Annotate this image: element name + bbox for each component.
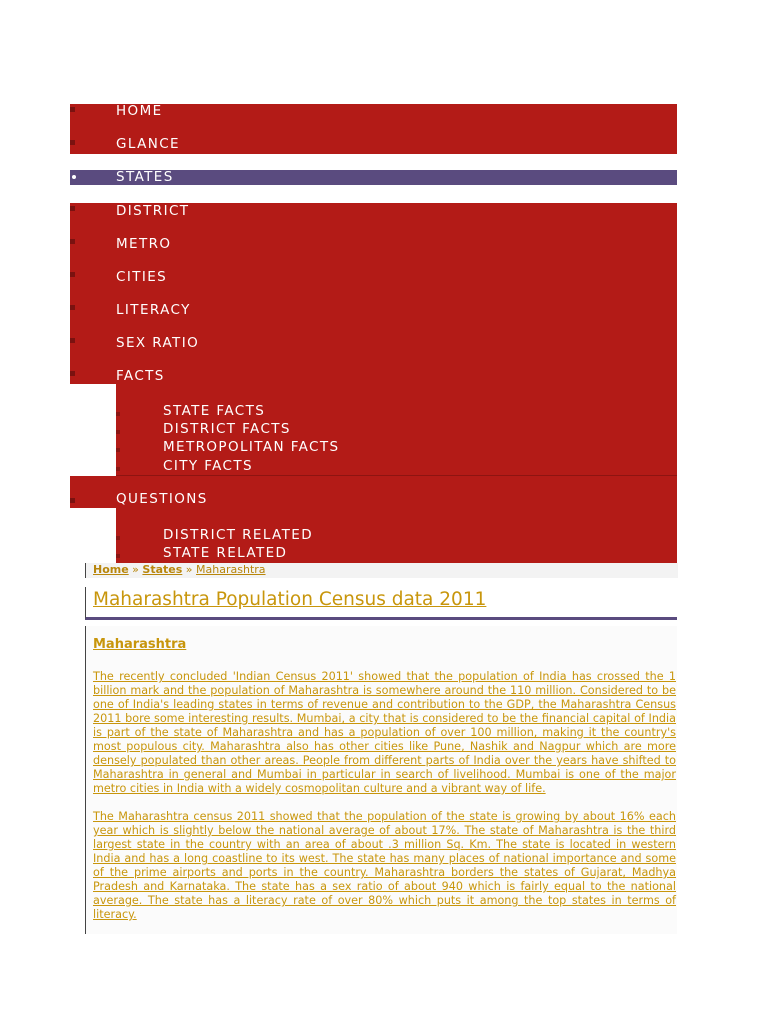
article-content: [85, 626, 677, 934]
bullet-icon: [70, 272, 75, 277]
nav-item-district[interactable]: [70, 203, 677, 236]
nav-item-states[interactable]: [70, 170, 677, 185]
nav-item-questions[interactable]: [70, 476, 677, 508]
breadcrumb-states-link[interactable]: States: [142, 563, 183, 576]
nav-link-facts[interactable]: FACTS: [116, 368, 165, 384]
nav-item-glance[interactable]: [70, 137, 677, 154]
nav-link-metro[interactable]: METRO: [116, 236, 172, 252]
submenu-item-metropolitan-facts[interactable]: METROPOLITAN FACTS: [163, 439, 340, 455]
submenu-item-city-facts[interactable]: CITY FACTS: [163, 458, 253, 474]
bullet-icon: [116, 536, 120, 540]
submenu-item-state-related[interactable]: STATE RELATED: [163, 545, 288, 561]
nav-item-home[interactable]: [70, 104, 677, 137]
breadcrumb-separator: »: [182, 563, 197, 576]
nav-link-sex-ratio[interactable]: SEX RATIO: [116, 335, 200, 351]
article-paragraph-1[interactable]: The recently concluded 'Indian Census 2011' showed that the population of India has crossed the 1 billion mark and the population of Maharashtra is somewhere around the 110 million. Considered to be one of India's leading states in terms of revenue and contribution to the GDP, the Maharashtra Census 2011 bore some interesting results. Mumbai, a city that is considered to be the financial capital of India is part of the state of Maharashtra and has a population of over 100 million, making it the country's most populous city. Maharashtra also has other cities like Pune, Nashik and Nagpur which are more densely populated than other areas. People from different parts of India over the years have shifted to Maharashtra in general and Mumbai in particular in search of livelihood. Mumbai is one of the major metro cities in India with a widely cosmopolitan culture and a vibrant way of life.: [93, 670, 676, 795]
breadcrumb-current: Maharashtra: [196, 563, 266, 576]
bullet-icon: [70, 206, 75, 211]
bullet-icon: [70, 140, 75, 145]
questions-submenu: [116, 508, 677, 563]
submenu-item-district-facts[interactable]: DISTRICT FACTS: [163, 421, 291, 437]
nav-item-facts[interactable]: [70, 368, 677, 384]
section-heading[interactable]: Maharashtra: [93, 637, 187, 652]
nav-link-questions[interactable]: QUESTIONS: [116, 491, 208, 507]
bullet-icon: [116, 430, 120, 434]
page-title-box: [85, 587, 677, 620]
bullet-icon: [116, 554, 120, 558]
facts-submenu: [116, 384, 677, 475]
bullet-icon: [70, 371, 75, 376]
nav-item-sex-ratio[interactable]: [70, 335, 677, 368]
nav-link-cities[interactable]: CITIES: [116, 269, 168, 285]
bullet-icon: [70, 305, 75, 310]
submenu-item-state-facts[interactable]: STATE FACTS: [163, 403, 266, 419]
nav-link-district[interactable]: DISTRICT: [116, 203, 190, 219]
bullet-icon: [70, 239, 75, 244]
bullet-icon: [116, 412, 120, 416]
page-title[interactable]: Maharashtra Population Census data 2011: [93, 589, 487, 610]
breadcrumb-trail: [93, 563, 266, 576]
nav-link-literacy[interactable]: LITERACY: [116, 302, 191, 318]
breadcrumb: [85, 563, 678, 578]
nav-link-states[interactable]: STATES: [116, 169, 174, 185]
breadcrumb-home-link[interactable]: Home: [93, 563, 129, 576]
breadcrumb-separator: »: [128, 563, 143, 576]
nav-item-metro[interactable]: [70, 236, 677, 269]
bullet-icon: [70, 338, 75, 343]
bullet-icon: [116, 467, 120, 471]
bullet-icon: [72, 175, 76, 179]
submenu-item-district-related[interactable]: DISTRICT RELATED: [163, 527, 314, 543]
nav-link-home[interactable]: HOME: [116, 103, 163, 119]
nav-link-glance[interactable]: GLANCE: [116, 136, 180, 152]
nav-item-literacy[interactable]: [70, 302, 677, 335]
bullet-icon: [70, 498, 75, 503]
bullet-icon: [70, 107, 75, 112]
nav-item-cities[interactable]: [70, 269, 677, 302]
article-paragraph-2[interactable]: The Maharashtra census 2011 showed that the population of the state is growing by about 16% each year which is slightly below the national average of about 17%. The state of Maharashtra is the third largest state in the country with an area of about .3 million Sq. Km. The state is located in western India and has a long coastline to its west. The state has many places of national importance and some of the prime airports and ports in the country. Maharashtra borders the states of Gujarat, Madhya Pradesh and Karnataka. The state has a sex ratio of about 940 which is fairly equal to the national average. The state has a literacy rate of over 80% which puts it among the top states in terms of literacy.: [93, 810, 676, 921]
bullet-icon: [116, 448, 120, 452]
